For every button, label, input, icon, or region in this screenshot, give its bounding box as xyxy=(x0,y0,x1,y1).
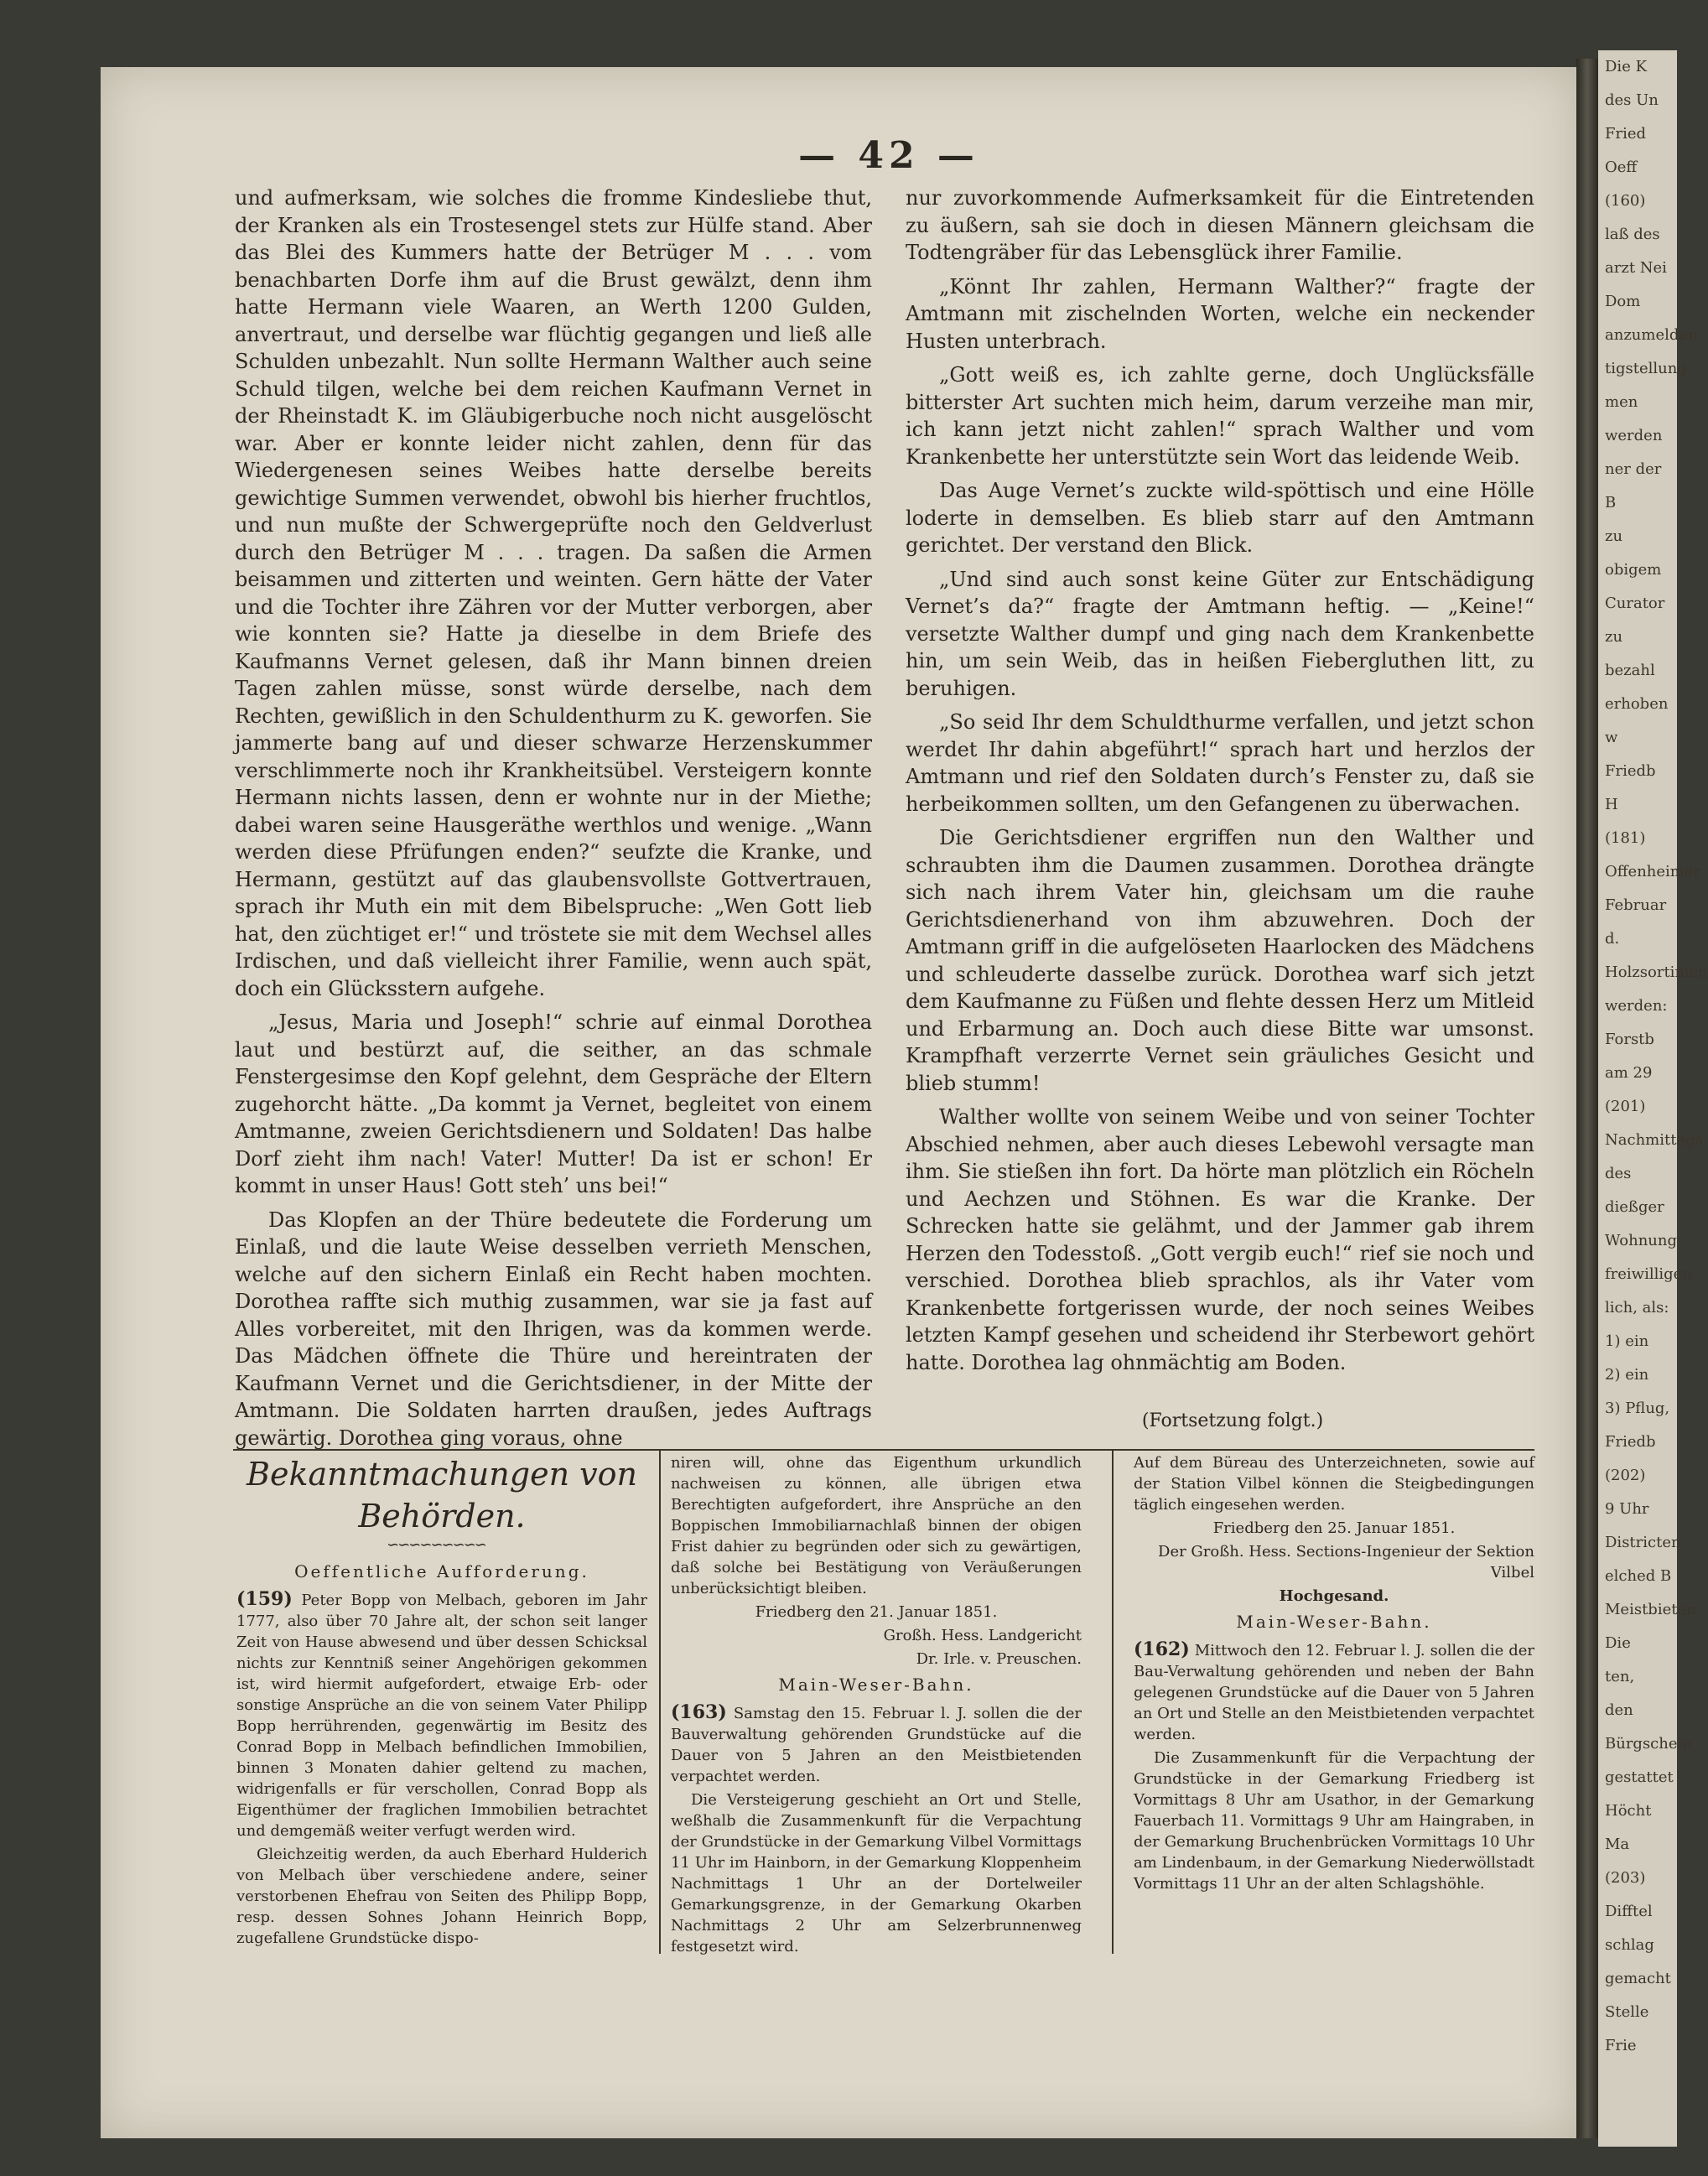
adjacent-page-fragment: 1) ein xyxy=(1605,1332,1649,1350)
adjacent-page-fragment: zu bezahl xyxy=(1605,628,1655,679)
announcement-body xyxy=(236,1589,647,1841)
adjacent-page-fragment: Februar d. xyxy=(1605,896,1667,948)
adjacent-page-fragment: Stelle xyxy=(1605,2003,1649,2021)
adjacent-page-edge xyxy=(1598,50,1708,2147)
adjacent-page-fragment: tigstellung xyxy=(1605,360,1687,377)
column-rule xyxy=(1112,1451,1114,1954)
story-paragraph: Das Klopfen an der Thüre bedeutete die Forderung um Einlaß, und die laute Weise desselben verrieth Menschen, welche auf den sichern Einlaß ein Recht haben mochten. Dorothea raffte sich muthig zusammen, war sie ja fast auf Alles vorbereitet, mit den Ihrigen, was da kommen werde. Das Mädchen öffnete die Thüre und hereintraten der Kaufmann Vernet und die Gerichtsdiener, in der Mitte der Amtmann. Die Soldaten harrten draußen, jedes Auftrags gewärtig. Dorothea ging voraus, ohne xyxy=(235,1207,872,1450)
adjacent-page-fragment: gestattet xyxy=(1605,1768,1674,1786)
announcement-text: Die Zusammenkunft für die Verpachtung der Grundstücke in der Gemarkung Friedberg ist Vormittags 8 Uhr am Usathor, in der Gemarkung Fauerbach 11. Vormittags 9 Uhr am Haingraben, in der Gemarkung Bruchenbrücken Vormittags 10 Uhr am Lindenbaum, in der Gemarkung Niederwöllstadt Vormittags 11 Uhr an der alten Schlagshöhle. xyxy=(1134,1749,1534,1893)
adjacent-page-fragment: Dom xyxy=(1605,293,1641,310)
adjacent-page-fragment: elched B xyxy=(1605,1567,1672,1585)
adjacent-page-fragment: 2) ein xyxy=(1605,1366,1649,1384)
announcement-signature: Hochgesand. xyxy=(1279,1587,1389,1605)
adjacent-page-fragment: H xyxy=(1605,796,1618,813)
adjacent-page-fragment: lich, als: xyxy=(1605,1299,1669,1317)
announcement-authority: Der Großh. Hess. Sections-Ingenieur der Sektion Vilbel xyxy=(1158,1543,1534,1581)
section-divider xyxy=(233,1449,1534,1451)
announcements-title: Bekanntmachungen von Behörden. xyxy=(247,1456,637,1535)
story-paragraph: Walther wollte von seinem Weibe und von seiner Tochter Abschied nehmen, aber auch dieses Lebewohl versagte man ihm. Sie stießen ihn fort. Da hörte man plötzlich ein Röcheln und Aechzen und Stöhnen. Es war die Kranke. Der Schrecken hatte sie gelähmt, und der Jammer gab ihrem Herzen den Todesstoß. „Gott vergib euch!“ rief sie noch und verschied. Dorothea blieb sprachlos, als ihr Vater vom Krankenbette fortgerissen wurde, der noch seines Weibes letzten Kampf gesehen und scheidend ihr Sterbewort gehört hatte. Dorothea lag ohnmächtig am Boden. xyxy=(906,1105,1534,1374)
announcement-number: (162) xyxy=(1134,1638,1190,1660)
announcement-text: Samstag den 15. Februar l. J. sollen die der Bauverwaltung gehörenden Grundstücke auf die Dauer von 5 Jahren an den Meistbietenden verpachtet werden. xyxy=(671,1705,1082,1785)
adjacent-page-fragment: (201) xyxy=(1605,1098,1646,1115)
adjacent-page-fragment: des Un xyxy=(1605,91,1659,109)
announcement-number: (159) xyxy=(236,1588,293,1610)
adjacent-page-fragment: Oeff xyxy=(1605,158,1638,176)
adjacent-page-fragment: Frie xyxy=(1605,2037,1637,2054)
adjacent-page-fragment: Fried xyxy=(1605,125,1647,143)
story-paragraph: „Gott weiß es, ich zahlte gerne, doch Unglücksfälle bitterster Art suchten mich heim, darum verzeihe man mir, ich kann jetzt nicht zahlen!“ sprach Walther und vom Krankenbette her unterstützte sein Wort das leidende Weib. xyxy=(906,363,1534,469)
announcement-text: Peter Bopp von Melbach, geboren im Jahr 1777, also über 70 Jahre alt, der schon seit langer Zeit von Hause abwesend und über dessen Schicksal nichts zur Kenntniß seiner Angehörigen gekommen ist, wird hiermit aufgefordert, etwaige Erb- oder sonstige Ansprüche an die von seinem Vater Philipp Bopp herrührenden, gegenwärtig im Besitz des Conrad Bopp in Melbach befindlichen Immobilien, binnen 3 Monaten dahier geltend zu machen, widrigenfalls er für verschollen, Conrad Bopp als Eigenthümer der fraglichen Immobilien betrachtet und demgemäß weiter verfugt werden wird. xyxy=(236,1592,647,1840)
announcement-body xyxy=(671,1702,1082,1787)
adjacent-page-fragment: laß des xyxy=(1605,226,1660,243)
adjacent-page-fragment: 9 Uhr xyxy=(1605,1500,1649,1518)
adjacent-page-fragment: anzumelden xyxy=(1605,326,1698,344)
adjacent-page-fragment: Offenheimer xyxy=(1605,863,1701,880)
adjacent-page-fragment: Nachmittags xyxy=(1605,1131,1703,1149)
story-paragraph: und aufmerksam, wie solches die fromme Kindesliebe thut, der Kranken als ein Trostesengel stets zur Hülfe stand. Aber das Blei des Kummers hatte der Betrüger M . . . vom benachbarten Dorfe ihm auf die Brust gewälzt, denn ihm hatte Hermann viele Waaren, an Werth 1200 Gulden, anvertraut, und derselbe war flüchtig gegangen und ließ alle Schulden unbezahlt. Nun sollte Hermann Walther auch seine Schuld tilgen, welche bei dem reichen Kaufmann Vernet in der Rheinstadt K. im Gläubigerbuche noch nicht ausgelöscht war. Aber er konnte leider nicht zahlen, denn für das Wiedergenesen seines Weibes hatte derselbe bereits gewichtige Summen verwendet, obwohl bis hierher fruchtlos, und nun mußte der Schwergeprüfte noch den Geldverlust durch den Betrüger M . . . tragen. Da saßen die Armen beisammen und zitterten und weinten. Gern hätte der Vater und die Tochter ihre Zähren vor der Mutter verborgen, aber wie konnten sie? Hatte ja dieselbe in dem Briefe des Kaufmanns Vernet gelesen, daß ihr Mann binnen dreien Tagen zahlen müsse, sonst würde derselbe, nach dem Rechten, gewißlich in den Schuldenthurm zu K. geworfen. Sie jammerte bang auf und dieser schwarze Herzenskummer verschlimmerte noch ihr Krankheitsübel. Versteigern konnte Hermann nichts lassen, denn er wohnte nur in der Miethe; dabei waren seine Hausgeräthe werthlos und wenige. „Wann werden diese Pfrüfungen enden?“ seufzte die Kranke, und Hermann, gestützt auf das glaubensvollste Gottvertrauen, sprach ihr Muth ein mit dem Bibelspruche: „Wen Gott lieb hat, den züchtiget er!“ und tröstete sie mit dem Wechsel alles Irdischen, und daß vielleicht ihrer Familie, wenn auch spät, doch ein Glücksstern aufgehe. xyxy=(235,186,872,1000)
adjacent-page-fragment: 3) Pflug, xyxy=(1605,1400,1670,1417)
story-paragraph: „So seid Ihr dem Schuldthurme verfallen, und jetzt schon werdet Ihr dahin abgeführt!“ sprach hart und herzlos der Amtmann und rief den Soldaten durch’s Fenster zu, daß sie herbeikommen sollten, um den Gefangenen zu überwachen. xyxy=(906,710,1534,816)
announcement-heading: Main-Weser-Bahn. xyxy=(1236,1612,1432,1632)
announcement-text: Mittwoch den 12. Februar l. J. sollen die der Bau-Verwaltung gehörenden und neben der Bahn gelegenen Grundstücke auf die Dauer von 5 Jahren an Ort und Stelle an den Meistbietenden verpachtet werden. xyxy=(1134,1642,1534,1743)
adjacent-page-fragment: ner der B xyxy=(1605,460,1662,512)
adjacent-page-fragment: Höcht xyxy=(1605,1802,1652,1820)
adjacent-page-fragment: Wohnung xyxy=(1605,1232,1678,1249)
announcement-text: Die Versteigerung geschieht an Ort und Stelle, weßhalb die Zusammenkunft für die Verpachtung der Grundstücke in der Gemarkung Vilbel Vormittags 11 Uhr im Hainborn, in der Gemarkung Kloppenheim Nachmittags 1 Uhr an der Dortelweiler Gemarkungsgrenze, in der Gemarkung Okarben Nachmittags 2 Uhr am Selzerbrunnenweg festgesetzt wird. xyxy=(671,1791,1082,1955)
announcement-text: Gleichzeitig werden, da auch Eberhard Hulderich von Melbach über verschiedene andere, seiner verstorbenen Ehefrau von Seiten des Philipp Bopp, resp. dessen Sohnes Johann Heinrich Bopp, zugefallene Grundstücke dispo- xyxy=(236,1846,647,1947)
adjacent-page-fragment: (202) xyxy=(1605,1467,1646,1484)
adjacent-page-fragment: am 29 xyxy=(1605,1064,1653,1082)
adjacent-page-fragment: Friedb xyxy=(1605,1433,1656,1451)
adjacent-page-fragment: erhoben w xyxy=(1605,695,1669,746)
adjacent-page-fragment: schlag xyxy=(1605,1936,1654,1954)
story-paragraph: „Könnt Ihr zahlen, Hermann Walther?“ fragte der Amtmann mit zischelnden Worten, welche ein neckender Husten unterbrach. xyxy=(906,274,1534,353)
adjacent-page-fragment: Friedb xyxy=(1605,762,1656,780)
adjacent-page-fragment: Difftel xyxy=(1605,1903,1653,1920)
announcement-column-1 xyxy=(236,1556,647,1951)
adjacent-page-fragment: arzt Nei xyxy=(1605,259,1667,277)
adjacent-page-fragment: gemacht xyxy=(1605,1970,1671,1987)
adjacent-page-fragment: Ma xyxy=(1605,1836,1630,1853)
announcement-body xyxy=(1134,1639,1534,1745)
announcement-date: Friedberg den 21. Januar 1851. xyxy=(755,1603,998,1621)
adjacent-page-fragment: Holzsortimen xyxy=(1605,963,1708,981)
adjacent-page-fragment: freiwilligen xyxy=(1605,1265,1692,1283)
announcement-text: Auf dem Büreau des Unterzeichneten, sowie auf der Station Vilbel können die Steigbedingungen täglich eingesehen werden. xyxy=(1134,1454,1534,1514)
continuation-note: (Fortsetzung folgt.) xyxy=(1141,1410,1324,1431)
announcement-column-2 xyxy=(671,1452,1082,1960)
adjacent-page-fragment: Forstb xyxy=(1605,1031,1654,1048)
adjacent-page-fragment: den xyxy=(1605,1701,1633,1719)
adjacent-page-fragment: des dießger xyxy=(1605,1165,1664,1216)
adjacent-page-fragment: (160) xyxy=(1605,192,1646,210)
adjacent-page-fragment: (181) xyxy=(1605,829,1646,847)
announcement-column-3 xyxy=(1134,1452,1534,1897)
announcement-date: Friedberg den 25. Januar 1851. xyxy=(1212,1519,1456,1537)
adjacent-page-fragment: Die xyxy=(1605,1634,1631,1652)
announcement-heading: Main-Weser-Bahn. xyxy=(778,1675,974,1695)
page-number: — 42 — xyxy=(798,134,979,177)
announcement-authority: Großh. Hess. Landgericht xyxy=(883,1627,1082,1644)
column-rule xyxy=(659,1451,661,1954)
story-paragraph: Das Auge Vernet’s zuckte wild-spöttisch und eine Hölle loderte in demselben. Es blieb starr auf den Amtmann gerichtet. Der verstand den Blick. xyxy=(906,479,1534,557)
story-column-right xyxy=(906,184,1534,1383)
story-paragraph: „Jesus, Maria und Joseph!“ schrie auf einmal Dorothea laut und bestürzt auf, die seither, an das schmale Fenstergesimse den Kopf gelehnt, dem Gespräche der Eltern zugehorcht hätte. „Da kommt ja Vernet, begleitet von einem Amtmanne, zweien Gerichtsdienern und Soldaten! Das halbe Dorf zieht ihm nach! Vater! Mutter! Da ist er schon! Er kommt in unser Haus! Gott steh’ uns bei!“ xyxy=(235,1010,872,1197)
adjacent-page-fragment: zu obigem xyxy=(1605,527,1662,579)
adjacent-page-fragment: Meistbieten xyxy=(1605,1601,1696,1618)
announcement-number: (163) xyxy=(671,1701,727,1723)
adjacent-page-fragment: Districten xyxy=(1605,1534,1681,1551)
announcement-heading: Oeffentliche Aufforderung. xyxy=(294,1561,589,1581)
book-gutter xyxy=(1576,59,1598,2138)
announcement-signature: Dr. Irle. v. Preuschen. xyxy=(916,1650,1082,1668)
adjacent-page-fragment: (203) xyxy=(1605,1869,1646,1887)
adjacent-page-fragment: Bürgschein xyxy=(1605,1735,1692,1753)
story-paragraph: Die Gerichtsdiener ergriffen nun den Walther und schraubten ihm die Daumen zusammen. Dorothea drängte sich nach ihrem Vater hin, gleichsam um die rauhe Gerichtsdienerhand von ihm abzuwehren. Doch der Amtmann griff in die aufgelöseten Haarlocken des Mädchens und schleuderte dasselbe zurück. Dorothea warf sich jetzt dem Kaufmanne zu Füßen und flehte dessen Herz um Mitleid und Erbarmung an. Doch auch diese Bitte war umsonst. Krampfhaft verzerrte Vernet sein gräuliches Gesicht und blieb stumm! xyxy=(906,826,1534,1095)
story-paragraph: nur zuvorkommende Aufmerksamkeit für die Eintretenden zu äußern, sah sie doch in diesen Männern gleichsam die Todtengräber für das Lebensglück ihrer Familie. xyxy=(906,186,1534,264)
adjacent-page-fragment: Curator xyxy=(1605,595,1665,612)
announcement-text: niren will, ohne das Eigenthum urkundlich nachweisen zu können, alle übrigen etwa Berechtigten aufgefordert, ihre Ansprüche an den Boppischen Immobiliarnachlaß binnen der obigen Frist dahier zu begründen oder sich zu gewärtigen, daß solche bei Bestätigung von Veräußerungen unberücksichtigt bleiben. xyxy=(671,1454,1082,1597)
adjacent-page-fragment: ten, xyxy=(1605,1668,1635,1685)
adjacent-page-fragment: men werden xyxy=(1605,393,1663,444)
ornament-rule: ∽∽∽∽∽∽∽∽∽ xyxy=(387,1536,485,1554)
adjacent-page-fragment: Die K xyxy=(1605,58,1648,75)
adjacent-page-fragment: werden: xyxy=(1605,997,1668,1015)
story-paragraph: „Und sind auch sonst keine Güter zur Entschädigung Vernet’s da?“ fragte der Amtmann heftig. — „Keine!“ versetzte Walther dumpf und ging nach dem Krankenbette hin, um sein Weib, das in heißen Fiebergluthen litt, zu beruhigen. xyxy=(906,567,1534,700)
story-column-left xyxy=(235,184,872,1458)
